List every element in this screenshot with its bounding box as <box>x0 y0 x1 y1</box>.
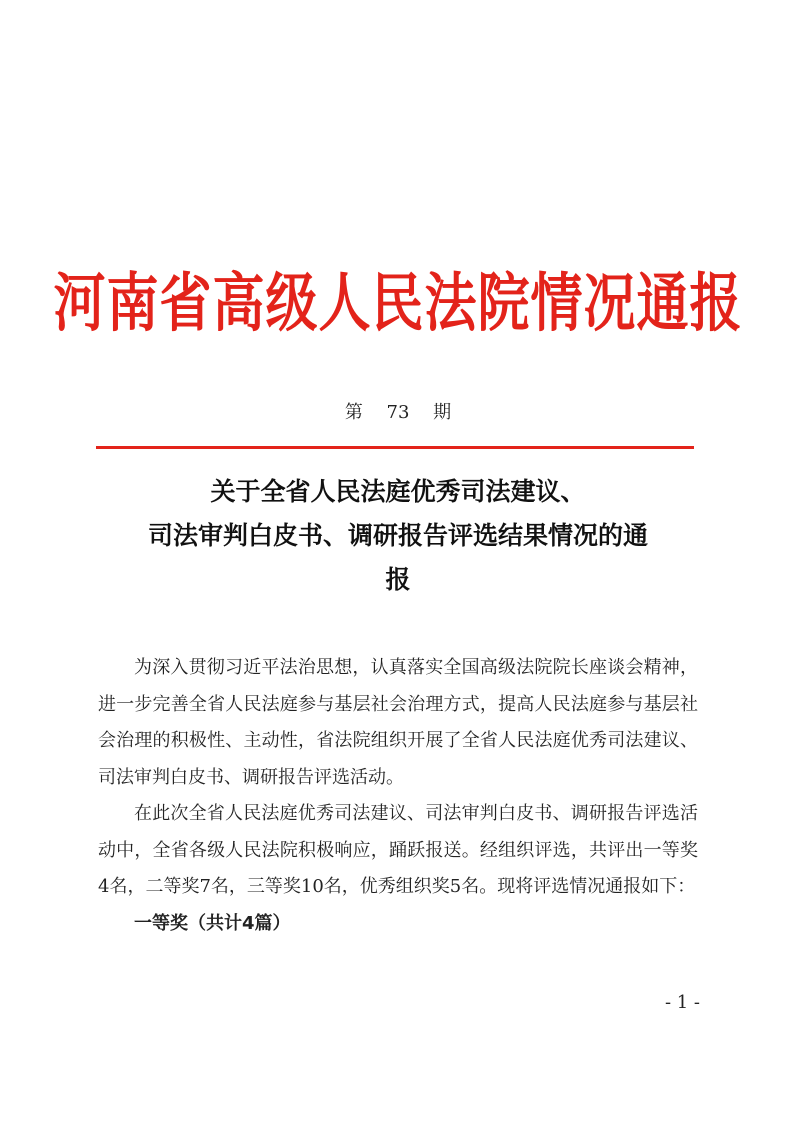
page-number: - 1 - <box>664 992 700 1013</box>
document-title-line-1: 关于全省人民法庭优秀司法建议、 <box>210 477 586 506</box>
section-heading: 一等奖（共计4篇） <box>134 912 291 934</box>
document-title-line-3: 报 <box>385 565 411 594</box>
document-title <box>70 470 726 602</box>
document-body <box>98 650 698 942</box>
red-divider-line <box>96 446 694 449</box>
masthead-title: 河南省高级人民法院情况通报 <box>53 267 743 342</box>
body-paragraph-1: 为深入贯彻习近平法治思想，认真落实全国高级法院院长座谈会精神，进一步完善全省人民法庭参与基层社会治理方式，提高人民法庭参与基层社会治理的积极性、主动性，省法院组织开展了全省人民法庭优秀司法建议、司法审判白皮书、调研报告评选活动。 <box>98 657 698 788</box>
document-title-line-2: 司法审判白皮书、调研报告评选结果情况的通 <box>147 521 648 550</box>
body-paragraph-2: 在此次全省人民法庭优秀司法建议、司法审判白皮书、调研报告评选活动中，全省各级人民法院积极响应，踊跃报送。经组织评选，共评出一等奖4名，二等奖7名，三等奖10名，优秀组织奖5名。现将评选情况通报如下： <box>98 803 698 897</box>
issue-number: 第 73 期 <box>344 402 452 423</box>
